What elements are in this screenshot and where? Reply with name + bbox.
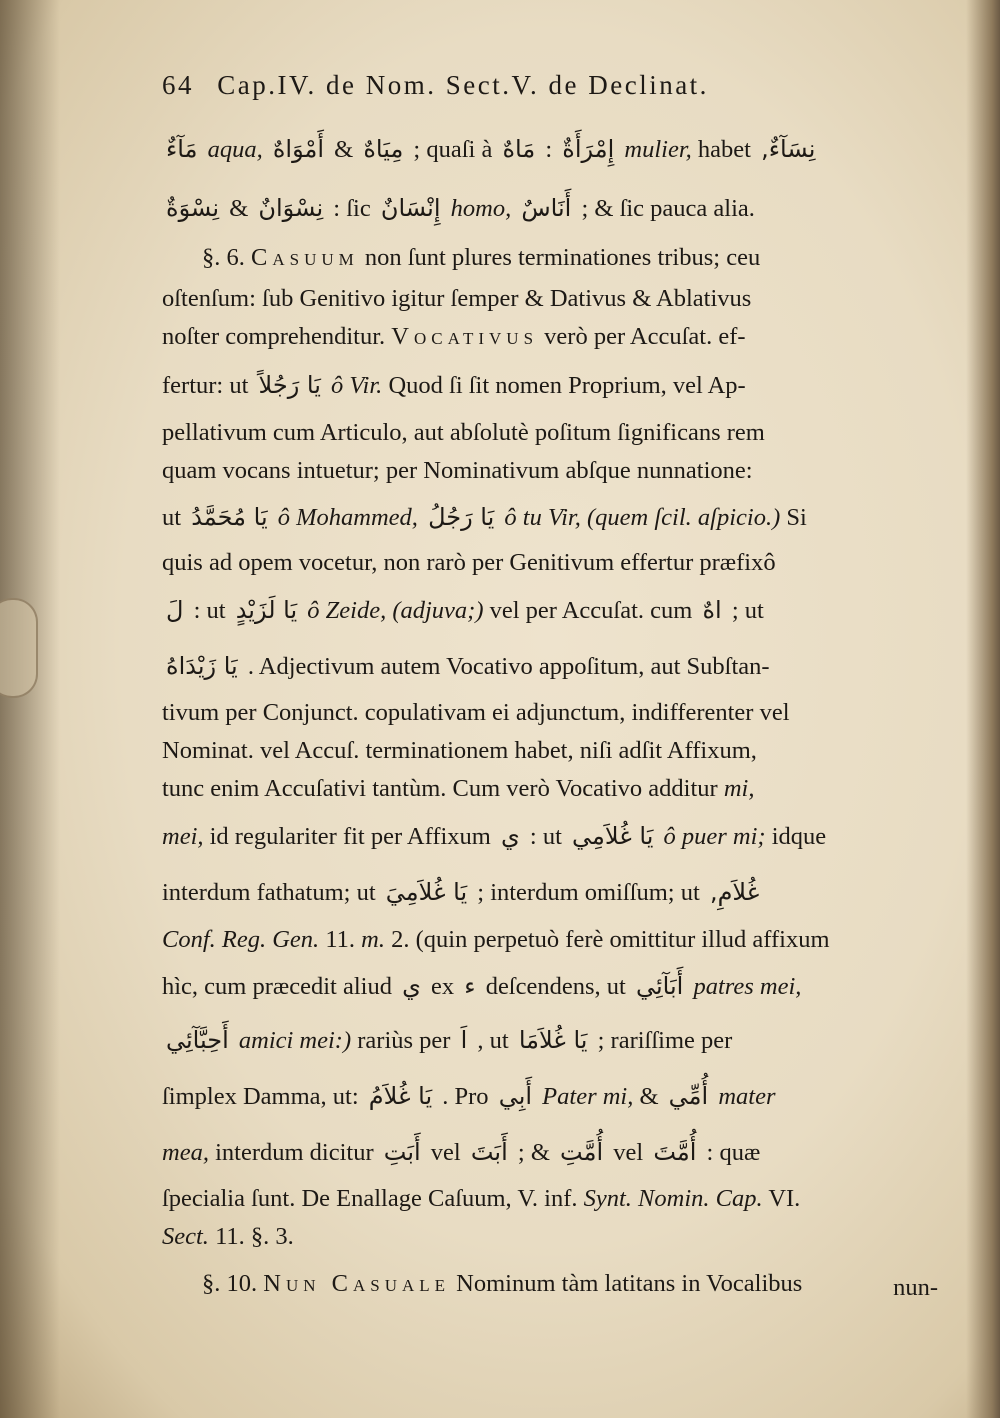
small-caps-term: Nun Casuale — [263, 1270, 451, 1297]
text-line — [162, 1124, 960, 1180]
latin-text: rariùs per — [357, 1027, 451, 1054]
arabic-word: لَ — [166, 596, 184, 624]
text-line — [162, 180, 960, 236]
latin-text: verò per Accuſat. ef- — [544, 323, 746, 350]
arabic-word: اَ — [460, 1026, 468, 1054]
italic-gloss: aqua, — [207, 136, 263, 163]
text-line — [162, 920, 960, 960]
latin-text: hìc, cum præcedit aliud — [162, 973, 392, 1000]
latin-text: Nominat. vel Accuſ. terminationem habet, niſi adſit Affixum, — [162, 737, 757, 764]
text-line — [162, 544, 960, 582]
running-header — [162, 70, 922, 101]
arabic-word: اهٌ — [702, 596, 722, 624]
arabic-word: يَا غُلاَمُ — [368, 1082, 433, 1110]
arabic-word: يَا مُحَمَّدُ — [191, 503, 268, 531]
italic-gloss: Sect. — [162, 1223, 209, 1250]
arabic-word: غُلاَمِ, — [709, 878, 760, 906]
arabic-word: أَمْوَاهٌ — [272, 135, 324, 163]
text-line — [162, 452, 960, 490]
latin-text: 2. (quin perpetuò ferè omittitur illud affixum — [391, 926, 830, 953]
text-line — [162, 732, 960, 770]
text-line — [162, 318, 960, 356]
text-line — [162, 356, 960, 414]
text-line — [162, 414, 960, 452]
gutter-shadow — [0, 0, 60, 1418]
italic-gloss: ô puer mi; — [663, 823, 766, 850]
latin-text: quis ad opem vocetur, non rarò per Genitivum effertur præfixô — [162, 549, 776, 576]
arabic-word: أَبَتَ — [470, 1138, 508, 1166]
latin-text: : ſic — [333, 195, 371, 222]
latin-text: ut — [162, 504, 182, 531]
arabic-word: أَحِبَّآئِي — [166, 1026, 229, 1054]
arabic-word: ء — [464, 972, 476, 1000]
latin-text: fertur: ut — [162, 372, 249, 399]
latin-text: & — [639, 1083, 659, 1110]
latin-text: deſcendens, ut — [485, 973, 626, 1000]
arabic-word: نِسَآءٌ, — [761, 135, 816, 163]
text-line — [162, 1180, 960, 1218]
arabic-word: نِسْوَانٌ — [258, 194, 324, 222]
text-line — [162, 694, 960, 732]
text-line — [162, 864, 960, 920]
italic-gloss: ô tu Vir, (quem ſcil. aſpicio.) — [504, 504, 781, 531]
small-caps-term: Vocativus — [391, 323, 539, 350]
latin-text: ſimplex Damma, ut: — [162, 1083, 359, 1110]
latin-text: ; ut — [731, 597, 764, 624]
italic-gloss: ô Mohammed, — [277, 504, 418, 531]
latin-text: interdum fathatum; ut — [162, 879, 376, 906]
text-line — [162, 808, 960, 864]
latin-text: interdum dicitur — [215, 1139, 374, 1166]
italic-gloss: Pater mi, — [542, 1083, 634, 1110]
latin-text: ex — [431, 973, 455, 1000]
latin-text: Si — [786, 504, 807, 531]
italic-gloss: mater — [718, 1083, 776, 1110]
latin-text: . Adjectivum autem Vocativo appoſitum, aut Subſtan- — [247, 653, 770, 680]
arabic-word: يَا غُلاَمِيَ — [385, 878, 468, 906]
small-caps-term: Casuum — [251, 244, 359, 271]
latin-text: vel — [613, 1139, 644, 1166]
binding-clasp-mark — [0, 598, 38, 698]
text-line — [162, 490, 960, 544]
latin-text: idque — [771, 823, 827, 850]
arabic-word: أُمَّتَ — [653, 1138, 697, 1166]
text-line — [162, 118, 960, 180]
italic-gloss: ô Zeide, (adjuva;) — [307, 597, 484, 624]
arabic-word: إِنْسَانٌ — [380, 194, 441, 222]
latin-text: : quæ — [706, 1139, 761, 1166]
arabic-word: إِمْرَأَةٌ — [562, 135, 615, 163]
arabic-word: أُمَّتِ — [560, 1138, 604, 1166]
latin-text: VI. — [768, 1185, 801, 1212]
italic-gloss: amici mei:) — [238, 1027, 352, 1054]
text-line — [162, 1068, 960, 1124]
arabic-word: مَآءٌ — [166, 135, 198, 163]
latin-text: vel — [430, 1139, 461, 1166]
latin-text: pellativum cum Articulo, aut abſolutè poſitum ſignificans rem — [162, 419, 765, 446]
text-line — [162, 1256, 960, 1312]
latin-text: id regulariter fit per Affixum — [209, 823, 491, 850]
italic-gloss: Synt. Nomin. Cap. — [583, 1185, 763, 1212]
italic-gloss: homo, — [450, 195, 512, 222]
page-number: 64 — [162, 70, 194, 100]
page-edge — [966, 0, 1000, 1418]
italic-gloss: mei, — [162, 823, 204, 850]
latin-text: 11. — [325, 926, 356, 953]
italic-gloss: patres mei, — [693, 973, 802, 1000]
latin-text: ſpecialia ſunt. De Enallage Caſuum, V. inf. — [162, 1185, 578, 1212]
latin-text: §. 10. — [202, 1270, 258, 1297]
latin-text: ; interdum omiſſum; ut — [477, 879, 700, 906]
text-line — [162, 582, 960, 638]
running-title: Cap.IV. de Nom. Sect.V. de Declinat. — [217, 70, 709, 100]
arabic-word: يَا لَزَيْدٍ — [235, 596, 298, 624]
latin-text: tivum per Conjunct. copulativam ei adjunctum, indifferenter vel — [162, 699, 790, 726]
latin-text: : ut — [529, 823, 562, 850]
arabic-word: ي — [500, 822, 520, 850]
latin-text: §. 6. — [202, 244, 245, 271]
latin-text: habet — [697, 136, 751, 163]
text-line — [162, 960, 960, 1012]
catchword: nun- — [893, 1274, 938, 1301]
latin-text: vel per Accuſat. cum — [489, 597, 693, 624]
body-text — [162, 118, 960, 1312]
latin-text: noſter comprehenditur. — [162, 323, 386, 350]
latin-text: : ut — [193, 597, 226, 624]
arabic-word: أَبِي — [498, 1082, 533, 1110]
arabic-word: أَنَاسٌ — [521, 194, 572, 222]
arabic-word: أَبَآئِي — [635, 972, 684, 1000]
arabic-word: مِيَاهٌ — [363, 135, 404, 163]
text-line — [162, 770, 960, 808]
arabic-word: ي — [402, 972, 421, 1000]
latin-text: Nominum tàm latitans in Vocalibus — [456, 1270, 803, 1297]
italic-gloss: ô Vir. — [331, 372, 383, 399]
italic-gloss: Conf. Reg. Gen. — [162, 926, 320, 953]
latin-text: tunc enim Accuſativi tantùm. Cum verò Vocativo additur — [162, 775, 718, 802]
arabic-word: يَا غُلاَمَا — [518, 1026, 588, 1054]
latin-text: , ut — [477, 1027, 509, 1054]
latin-text: quam vocans intuetur; per Nominativum abſque nunnatione: — [162, 457, 753, 484]
latin-text: oſtenſum: ſub Genitivo igitur ſemper & Dativus & Ablativus — [162, 285, 752, 312]
latin-text: : — [545, 136, 553, 163]
latin-text: & — [334, 136, 354, 163]
arabic-word: يَا رَجُلُ — [428, 503, 495, 531]
text-line — [162, 1218, 960, 1256]
latin-text: ; & — [517, 1139, 550, 1166]
latin-text: Quod ſi ſit nomen Proprium, vel Ap- — [388, 372, 746, 399]
latin-text: ; rariſſime per — [597, 1027, 733, 1054]
italic-gloss: mi, — [723, 775, 755, 802]
latin-text: & — [229, 195, 249, 222]
text-line — [162, 1012, 960, 1068]
latin-text: 11. §. 3. — [215, 1223, 294, 1250]
latin-text: non ſunt plures terminationes tribus; ceu — [364, 244, 761, 271]
text-line — [162, 236, 960, 280]
arabic-word: مَاهٌ — [502, 135, 536, 163]
latin-text: ; quaſi à — [413, 136, 493, 163]
italic-gloss: mulier, — [624, 136, 692, 163]
latin-text: ; & ſic pauca alia. — [581, 195, 755, 222]
italic-gloss: mea, — [162, 1139, 209, 1166]
arabic-word: يَا غُلاَمِي — [572, 822, 654, 850]
arabic-word: أُمِّي — [668, 1082, 709, 1110]
arabic-word: يَا زَيْدَاهُ — [166, 652, 238, 680]
arabic-word: أَبَتِ — [383, 1138, 421, 1166]
text-line — [162, 638, 960, 694]
text-line — [162, 280, 960, 318]
arabic-word: يَا رَجُلاً — [258, 371, 321, 399]
italic-gloss: m. — [361, 926, 385, 953]
arabic-word: نِسْوَةٌ — [166, 194, 220, 222]
latin-text: . Pro — [442, 1083, 489, 1110]
